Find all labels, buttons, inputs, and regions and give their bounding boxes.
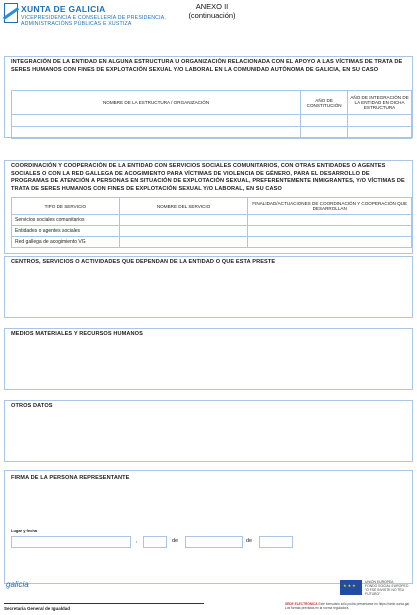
structure-section: [4, 56, 413, 138]
eu-fund-text: UNIÓN EUROPEA FONDO SOCIAL EUROPEO “O FSE INVISTE NO TEU FUTURO”: [365, 580, 409, 596]
service-purpose-field[interactable]: [248, 226, 412, 237]
section-title: COORDINACIÓN Y COOPERACIÓN DE LA ENTIDAD CON SERVICIOS SOCIALES COMUNITARIOS, CON OTRAS ENTIDADES O AGENTES SOCIALES O CON LA RED GALLEGA DE ACOGIMIENTO PARA VÍCTIMAS DE VIOLENCIA DE GÉNERO, PARA EL DESARROLLO DE PROGRAMAS DE ATENCIÓN A PERSONAS EN SITUACIÓN DE EXPLOTACIÓN SEXUAL, PREFERENTEMENTE INMIGRANTES, Y/O VÍCTIMAS DE TRATA DE SERES HUMANOS CON FINES DE EXPLOTACIÓN SEXUAL Y/O LABORAL, EN SU CASO: [11, 163, 405, 192]
column-header: FINALIDAD/ACTUACIONES DE COORDINACIÓN Y COOPERACIÓN QUE DESARROLLAN: [248, 198, 412, 215]
service-purpose-field[interactable]: [248, 237, 412, 248]
year-field[interactable]: [259, 536, 293, 548]
structure-name-field[interactable]: [12, 115, 301, 127]
structure-table: [11, 90, 412, 139]
org-name: XUNTA DE GALICIA: [21, 4, 106, 14]
page-header: [4, 2, 413, 34]
annex-title: ANEXO II (continuación): [188, 2, 236, 20]
sede-electronica-label[interactable]: SEDE ELECTRÓNICA: [285, 602, 318, 606]
structure-name-field[interactable]: [12, 127, 301, 139]
service-name-field[interactable]: [119, 237, 248, 248]
eu-flag-icon: [340, 580, 362, 595]
column-header: NOMBRE DEL SERVICIO: [119, 198, 248, 215]
de-separator: de: [246, 538, 253, 544]
section-title: OTROS DATOS: [11, 403, 53, 409]
service-type-label: Red gallega de acogimiento VG: [12, 237, 120, 248]
integration-year-field[interactable]: [348, 115, 412, 127]
place-field[interactable]: [11, 536, 131, 548]
secretariat-name: Secretaría General de Igualdad: [4, 606, 71, 611]
column-header: AÑO DE CONSTITUCIÓN: [301, 91, 348, 115]
column-header: NOMBRE DE LA ESTRUCTURA / ORGANIZACIÓN: [12, 91, 301, 115]
service-type-label: Entidades o agentes sociales: [12, 226, 120, 237]
sede-notice: SEDE ELECTRÓNICA Este formulario sólo podrá presentarse en https://sede.xunta.gal. Los formas previstas en la norma reguladora.: [285, 602, 410, 610]
means-section[interactable]: [4, 328, 413, 390]
service-name-field[interactable]: [119, 226, 248, 237]
column-header: TIPO DE SERVICIO: [12, 198, 120, 215]
service-type-label: Servicios sociales comunitarios: [12, 215, 120, 226]
day-field[interactable]: [143, 536, 167, 548]
coordination-section: [4, 160, 413, 254]
section-title: FIRMA DE LA PERSONA REPRESENTANTE: [11, 475, 130, 481]
month-field[interactable]: [185, 536, 243, 548]
section-title: INTEGRACIÓN DE LA ENTIDAD EN ALGUNA ESTRUCTURA U ORGANIZACIÓN RELACIONADA CON EL APOYO A LAS VÍCTIMAS DE TRATA DE SERES HUMANOS CON FINES DE EXPLOTACIÓN SEXUAL Y/O LABORAL EN LA COMUNIDAD AUTÓNOMA DE GALICIA, EN SU CASO: [11, 59, 403, 73]
comma-separator: ,: [136, 538, 138, 544]
galicia-logo: galicia: [6, 580, 29, 589]
galicia-flag-icon: [4, 3, 18, 23]
section-title: MEDIOS MATERIALES Y RECURSOS HUMANOS: [11, 331, 143, 337]
signature-section: [4, 470, 413, 584]
column-header: AÑO DE INTEGRACIÓN DE LA ENTIDAD EN DICHA ESTRUCTURA: [348, 91, 412, 115]
department-name: VICEPRESIDENCIA E CONSELLERÍA DE PRESIDENCIA, ADMINISTRACIÓNS PÚBLICAS E XUSTIZA: [21, 15, 167, 27]
de-separator: de: [172, 538, 179, 544]
section-title: CENTROS, SERVICIOS O ACTIVIDADES QUE DEPENDAN DE LA ENTIDAD O QUE ESTA PRESTE: [11, 259, 276, 265]
footer-divider: [4, 603, 204, 604]
other-data-section[interactable]: [4, 400, 413, 462]
date-label: Lugar y fecha: [11, 528, 38, 533]
service-name-field[interactable]: [119, 215, 248, 226]
constitution-year-field[interactable]: [301, 115, 348, 127]
service-purpose-field[interactable]: [248, 215, 412, 226]
coordination-table: [11, 197, 412, 248]
centers-section[interactable]: [4, 256, 413, 318]
constitution-year-field[interactable]: [301, 127, 348, 139]
integration-year-field[interactable]: [348, 127, 412, 139]
